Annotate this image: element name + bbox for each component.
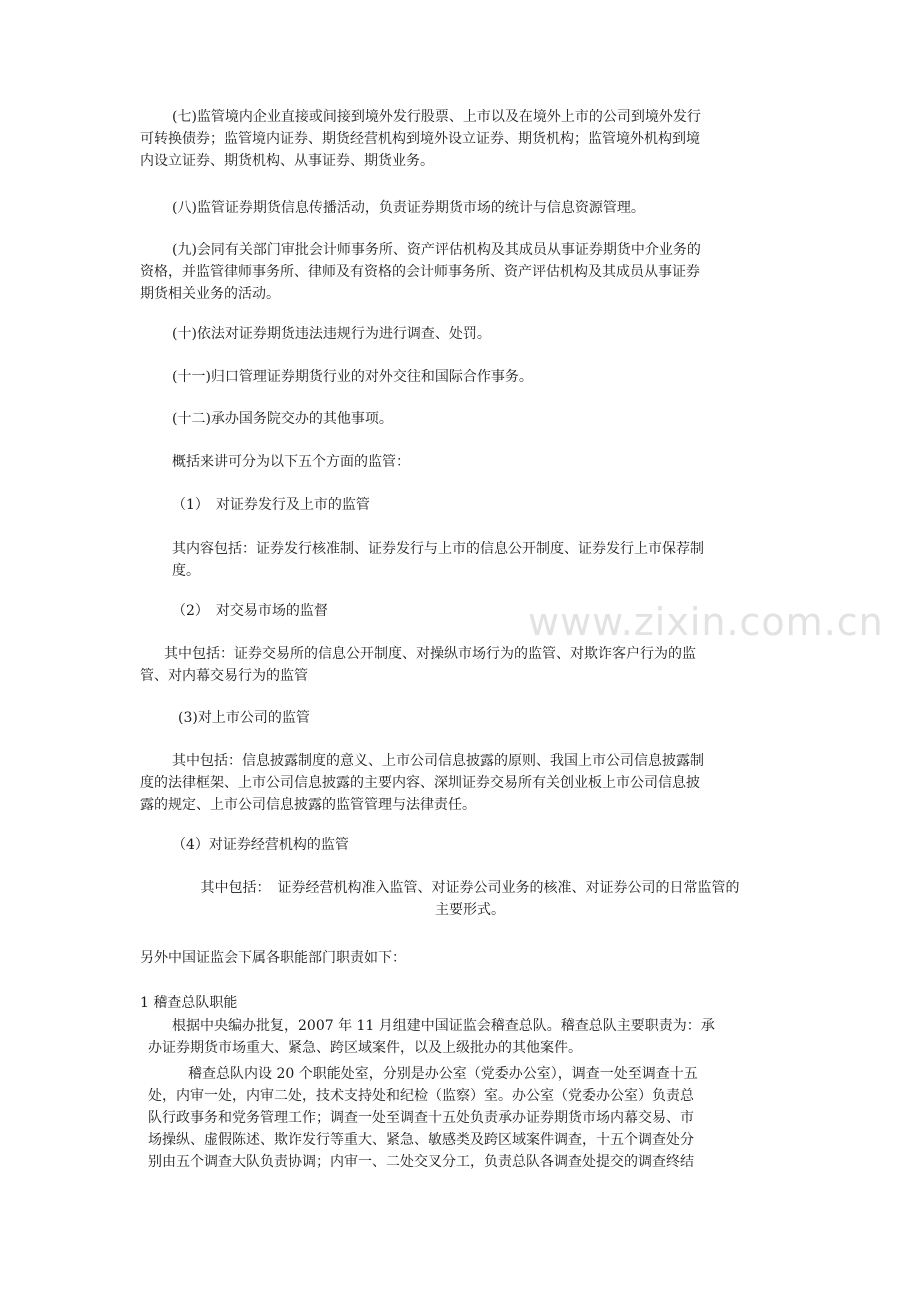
section-1-line: 其内容包括：证券发行核准制、证券发行与上市的信息公开制度、证券发行上市保荐制 — [172, 541, 704, 557]
paragraph-9-line: 期货相关业务的活动。 — [140, 286, 280, 302]
section-1-heading-text: （1） 对证券发行及上市的监管 — [172, 497, 370, 513]
paragraph-10-text: (十)依法对证券期货违法违规行为进行调查、处罚。 — [172, 326, 491, 342]
paragraph-7-line: (七)监管境内企业直接或间接到境外发行股票、上市以及在境外上市的公司到境外发行 — [172, 109, 701, 125]
section-4-heading — [172, 834, 349, 856]
section-4-line: 其中包括： 证券经营机构准入监管、对证券公司业务的核准、对证券公司的日常监管的 — [200, 880, 740, 896]
section-1-body — [172, 538, 792, 582]
paragraph-10 — [172, 323, 491, 345]
summary-line — [172, 451, 410, 473]
section-2-line: 管、对内幕交易行为的监管 — [140, 668, 308, 684]
section-1-line: 度。 — [172, 563, 200, 579]
paragraph-8-text: (八)监管证券期货信息传播活动，负责证券期货市场的统计与信息资源管理。 — [172, 200, 645, 216]
paragraph-11 — [172, 366, 533, 388]
section-3-line: 度的法律框架、上市公司信息披露的主要内容、深圳证券交易所有关创业板上市公司信息披 — [140, 775, 700, 791]
section-3-heading-text: (3)对上市公司的监管 — [178, 710, 310, 726]
section-2-heading — [172, 600, 328, 622]
section-4-body — [140, 877, 800, 921]
section-3-body — [140, 750, 800, 816]
section-2-heading-text: （2） 对交易市场的监督 — [172, 603, 328, 619]
section-4-line: 主要形式。 — [435, 902, 505, 918]
paragraph-9 — [140, 239, 800, 305]
intro-text: 另外中国证监会下属各职能部门职责如下： — [140, 950, 406, 966]
section-para-1-line: 根据中央编办批复，2007 年 11 月组建中国证监会稽查总队。稽查总队主要职责为：承 — [172, 1018, 715, 1034]
section-2-line: 其中包括：证券交易所的信息公开制度、对操纵市场行为的监管、对欺诈客户行为的监 — [164, 646, 696, 662]
section-para-2-line: 别由五个调查大队负责协调；内审一、二处交叉分工，负责总队各调查处提交的调查终结 — [148, 1154, 694, 1170]
paragraph-12-text: (十二)承办国务院交办的其他事项。 — [172, 411, 393, 427]
paragraph-7 — [140, 106, 800, 172]
paragraph-7-line: 可转换债券；监管境内证券、期货经营机构到境外设立证券、期货机构；监管境外机构到境 — [140, 131, 700, 147]
section-4-heading-text: （4）对证券经营机构的监管 — [172, 837, 349, 853]
paragraph-9-line: (九)会同有关部门审批会计师事务所、资产评估机构及其成员从事证券期货中介业务的 — [172, 242, 701, 258]
section-para-2 — [140, 1063, 800, 1173]
section-3-line: 其中包括：信息披露制度的意义、上市公司信息披露的原则、我国上市公司信息披露制 — [172, 753, 704, 769]
section-para-2-line: 队行政事务和党务管理工作；调查一处至调查十五处负责承办证券期货市场内幕交易、市 — [148, 1110, 694, 1126]
section-para-2-line: 稽查总队内设 20 个职能处室，分别是办公室（党委办公室），调查一处至调查十五 — [188, 1066, 698, 1082]
paragraph-7-line: 内设立证券、期货机构、从事证券、期货业务。 — [140, 153, 434, 169]
paragraph-11-text: (十一)归口管理证券期货行业的对外交往和国际合作事务。 — [172, 369, 533, 385]
section-para-2-line: 场操纵、虚假陈述、欺诈发行等重大、紧急、敏感类及跨区域案件调查，十五个调查处分 — [148, 1132, 694, 1148]
section-2-body — [140, 643, 800, 687]
watermark: www.zixin.com.cn — [528, 600, 884, 644]
section-title — [140, 992, 237, 1014]
section-para-1 — [140, 1015, 800, 1059]
section-para-2-line: 处，内审一处，内审二处，技术支持处和纪检（监察）室。办公室（党委办公室）负责总 — [148, 1088, 694, 1104]
section-3-line: 露的规定、上市公司信息披露的监管管理与法律责任。 — [140, 797, 476, 813]
section-para-1-line: 办证券期货市场重大、紧急、跨区域案件，以及上级批办的其他案件。 — [148, 1040, 582, 1056]
paragraph-8 — [172, 197, 645, 219]
paragraph-9-line: 资格，并监管律师事务所、律师及有资格的会计师事务所、资产评估机构及其成员从事证券 — [140, 264, 700, 280]
section-1-heading — [172, 494, 370, 516]
intro-line — [140, 947, 406, 969]
paragraph-12 — [172, 408, 393, 430]
summary-text: 概括来讲可分为以下五个方面的监管： — [172, 454, 410, 470]
section-3-heading — [178, 707, 310, 729]
section-title-text: 1 稽查总队职能 — [140, 995, 238, 1011]
